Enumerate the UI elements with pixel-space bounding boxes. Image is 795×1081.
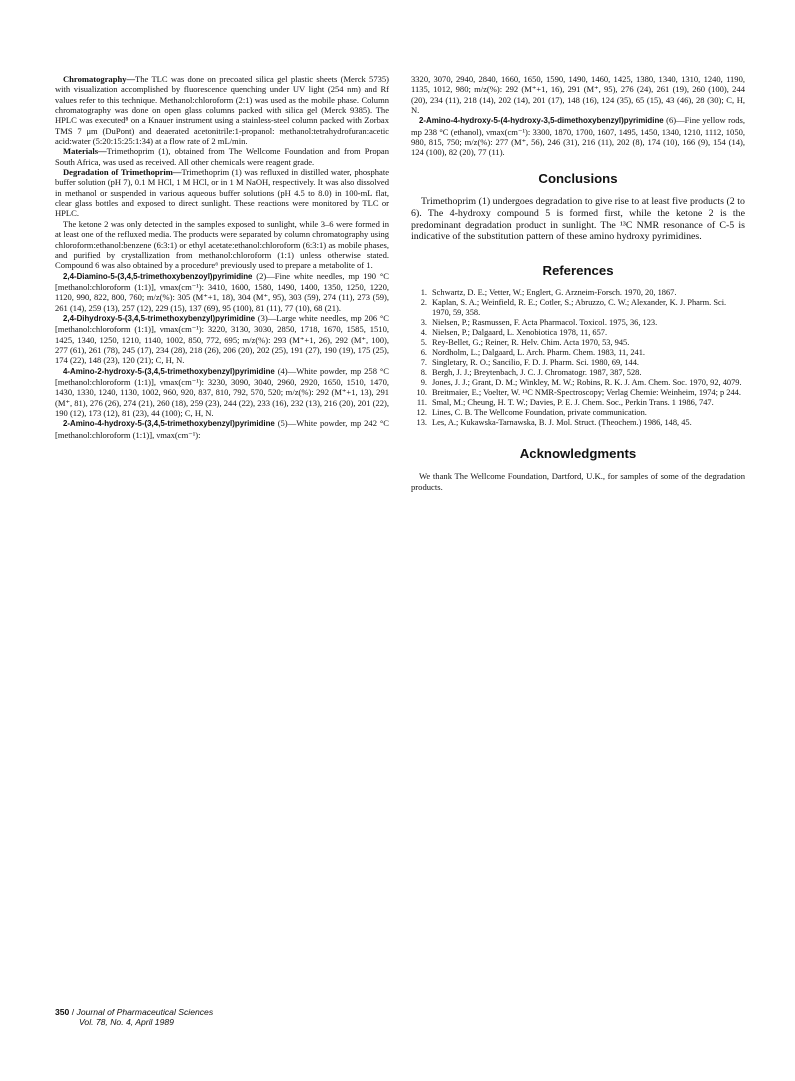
compound-name: 2,4-Dihydroxy-5-(3,4,5-trimethoxybenzyl)pyrimidine <box>63 313 256 323</box>
reference-number: 2. <box>420 298 427 308</box>
compound-data: (3)—Large white needles, mp 206 °C [methanol:chloroform (1:1)], νmax(cm⁻¹): 3220, 3130, 3030, 2850, 1718, 1670, 1585, 1510, 1425, 1340, 1250, 1210, 1140, 1002, 850, 772, 695; m/z(%): 293 (M⁺+1, 26), 292 (M⁺, 100), 277 (61), 261 (78), 245 (17), 234 (28), 218 (26), 206 (20), 202 (25), 191 (27), 190 (19), 175 (25), 174 (22), 148 (23), 120 (21); C, H, N. <box>55 312 389 366</box>
degradation-paragraph <box>55 167 389 219</box>
acknowledgments-heading: Acknowledgments <box>519 446 637 462</box>
run-in-heading: Chromatography— <box>63 74 136 84</box>
compound-3-paragraph <box>55 313 389 366</box>
reference-text: Nielsen, P.; Dalgaard, L. Xenobiotica 1978, 11, 657. <box>432 328 608 338</box>
reference-text: Schwartz, D. E.; Vetter, W.; Englert, G. Arzneim-Forsch. 1970, 20, 1867. <box>432 288 677 298</box>
reference-item <box>411 418 745 428</box>
reference-item <box>411 368 745 378</box>
compound-5-continued: 3320, 3070, 2940, 2840, 1660, 1650, 1590, 1490, 1460, 1425, 1380, 1340, 1310, 1240, 1190, 1135, 1012, 980; m/z(%): 292 (M⁺+1, 16), 291 (M⁺, 95), 276 (24), 261 (19), 260 (100), 244 (20), 234 (11), 218 (14), 202 (14), 201 (17), 148 (16), 124 (35), 65 (15), 43 (46), 28 (30); C, H, N. <box>411 74 745 116</box>
reference-number: 5. <box>420 338 427 348</box>
reference-item <box>411 338 745 348</box>
reference-text: Smal, M.; Cheung, H. T. W.; Davies, P. E. J. Chem. Soc., Perkin Trans. 1 1986, 747. <box>432 398 714 408</box>
reference-item <box>411 358 745 368</box>
reference-text: Nielsen, P.; Rasmussen, F. Acta Pharmacol. Toxicol. 1975, 36, 123. <box>432 318 658 328</box>
left-column <box>55 74 389 440</box>
reference-number: 6. <box>420 348 427 358</box>
reference-text: Les, A.; Kukawska-Tarnawska, B. J. Mol. Struct. (Theochem.) 1986, 148, 45. <box>432 418 692 428</box>
materials-paragraph <box>55 146 389 167</box>
reference-item <box>411 328 745 338</box>
reference-number: 1. <box>420 288 427 298</box>
reference-item <box>411 288 745 298</box>
chromatography-paragraph <box>55 74 389 146</box>
compound-4-paragraph <box>55 366 389 419</box>
compound-name: 2-Amino-4-hydroxy-5-(3,4,5-trimethoxybenzyl)pyrimidine <box>63 419 275 429</box>
paragraph-text: Trimethoprim (1), obtained from The Wellcome Foundation and from Propan South Africa, was used as received. All other chemicals were reagent grade. <box>55 146 389 167</box>
reference-text: Rey-Bellet, G.; Reiner, R. Helv. Chim. Acta 1970, 53, 945. <box>432 338 630 348</box>
compound-5-paragraph <box>55 418 389 440</box>
compound-2-paragraph <box>55 271 389 313</box>
compound-data: (6)—Fine yellow rods, mp 238 °C (ethanol), νmax(cm⁻¹): 3300, 1870, 1700, 1607, 1495, 1450, 1340, 1210, 1112, 1050, 980, 815, 750; m/z(%): 277 (M⁺, 56), 246 (31), 216 (11), 202 (8), 174 (10), 166 (9), 154 (14), 124 (100), 82 (20), 77 (11). <box>411 115 745 158</box>
reference-item <box>411 318 745 328</box>
reference-text: Nordholm, L.; Dalgaard, L. Arch. Pharm. Chem. 1983, 11, 241. <box>432 348 645 358</box>
footer-separator: / <box>69 1007 77 1017</box>
compound-name: 4-Amino-2-hydroxy-5-(3,4,5-trimethoxybenzyl)pyrimidine <box>63 366 275 376</box>
conclusions-paragraph: Trimethoprim (1) undergoes degradation to give rise to at least five products (2 to 6). The 4-hydroxy compound 5 is formed first, while the ketone 2 is the predominant degradation product in sunlight. The ¹³C NMR resonance of C-5 is indicative of the substitution pattern of these amino hydroxy pyrimidines. <box>411 195 745 243</box>
journal-name: Journal of Pharmaceutical Sciences <box>76 1007 214 1017</box>
reference-item <box>411 408 745 418</box>
conclusions-heading: Conclusions <box>538 170 618 186</box>
reference-number: 12. <box>416 408 427 418</box>
page-number: 350 <box>55 1007 70 1017</box>
compound-6-paragraph <box>411 115 745 157</box>
compound-data: (4)—White powder, mp 258 °C [methanol:chloroform (1:1)], νmax(cm⁻¹): 3230, 3090, 3040, 2960, 2920, 1650, 1510, 1470, 1430, 1330, 1240, 1130, 1002, 960, 920, 837, 810, 792, 570, 520; m/z(%): 292 (M⁺+1, 13), 291 (M⁺, 81), 276 (26), 274 (21), 260 (18), 259 (23), 244 (22), 233 (16), 232 (13), 216 (20), 201 (22), 190 (12), 173 (12), 81 (23), 44 (100); C, H, N. <box>55 365 389 418</box>
ketone-paragraph: The ketone 2 was only detected in the samples exposed to sunlight, while 3–6 were formed in at least one of the refluxed media. The products were separated by column chromatography using chloroform:ethanol:benzene (6:3:1) or ethyl acetate:ethanol:chloroform (6:3:1) as mobile phases, and purified by crystallization from methanol:chloroform (1:1) unless otherwise stated. Compound 6 was also obtained by a procedure⁶ previously used to prepare a metabolite of 1. <box>55 218 389 271</box>
compound-name: 2,4-Diamino-5-(3,4,5-trimethoxybenzoyl)pyrimidine <box>63 271 253 281</box>
reference-text: Bergh, J. J.; Breytenbach, J. C. J. Chromatogr. 1987, 387, 528. <box>432 368 642 378</box>
reference-number: 11. <box>416 398 427 408</box>
reference-number: 8. <box>420 368 427 378</box>
reference-item <box>411 398 745 408</box>
reference-number: 4. <box>420 328 427 338</box>
paragraph-text: The TLC was done on precoated silica gel plastic sheets (Merck 5735) with visualization accomplished by fluorescence quenching under UV light (254 nm) and Rf values refer to this technique. Methanol:chloroform (2:1) was used as the mobile phase. Column chromatography was done on open glass columns packed with silica gel (Merck 9385). The HPLC was executed⁸ on a Knauer instrument using a stainless-steel column packed with Zorbax TMS 7 μm (DuPont) and deaerated acetonitrile:1-propanol: methanol:tetrahydrofuran:acetic acid:water (5:20:15:25:1:34) at a flow rate of 2 mL/min. <box>55 74 389 147</box>
compound-name: 2-Amino-4-hydroxy-5-(4-hydroxy-3,5-dimethoxybenzyl)pyrimidine <box>419 116 664 126</box>
compound-data: (2)—Fine white needles, mp 190 °C [methanol:chloroform (1:1)], νmax(cm⁻¹): 3410, 1600, 1580, 1490, 1400, 1350, 1250, 1220, 1120, 990, 822, 800, 760; m/z(%): 305 (M⁺+1, 18), 304 (M⁺, 95), 303 (59), 274 (11), 273 (59), 261 (14), 259 (13), 257 (12), 229 (15), 137 (69), 95 (100), 81 (11), 77 (10), 68 (21). <box>55 270 389 313</box>
page-footer <box>55 1007 213 1028</box>
references-heading: References <box>542 263 614 279</box>
reference-item <box>411 348 745 358</box>
reference-text: Jones, J. J.; Grant, D. M.; Winkley, M. W.; Robins, R. K. J. Am. Chem. Soc. 1970, 92, 4079. <box>432 378 742 388</box>
reference-item <box>411 298 745 318</box>
paragraph-text: Trimethoprim (1) was refluxed in distilled water, phosphate buffer solution (pH 7), 0.1 M HCl, 1 M HCl, or in 1 M NaOH, respectively. It was also dissolved in methanol or suspended in various aqueous buffer solutions (pH 4.5 to 8.0) in 100-mL flat, clear glass bottles and exposed to direct sunlight. These reactions were monitored by TLC or HPLC. <box>55 167 389 219</box>
reference-number: 3. <box>420 318 427 328</box>
run-in-heading: Materials— <box>63 146 107 157</box>
references-list <box>411 288 745 428</box>
reference-number: 9. <box>420 378 427 388</box>
right-column <box>411 74 745 492</box>
reference-text: Lines, C. B. The Wellcome Foundation, private communication. <box>432 408 647 418</box>
reference-text: Kaplan, S. A.; Weinfield, R. E.; Cotler, S.; Abruzzo, C. W.; Alexander, K. J. Pharm. Sci. 1970, 59, 358. <box>432 298 727 318</box>
reference-item <box>411 378 745 388</box>
run-in-heading: Degradation of Trimethoprim— <box>63 167 182 178</box>
reference-text: Singletary, R. O.; Sancilio, F. D. J. Pharm. Sci. 1980, 69, 144. <box>432 358 639 368</box>
reference-number: 10. <box>416 388 427 398</box>
reference-number: 7. <box>420 358 427 368</box>
journal-volume: Vol. 78, No. 4, April 1989 <box>79 1017 174 1028</box>
compound-data: (5)—White powder, mp 242 °C [methanol:chloroform (1:1)], νmax(cm⁻¹): <box>55 418 389 440</box>
reference-text: Breitmaier, E.; Voelter, W. ¹³C NMR-Spectroscopy; Verlag Chemie: Weinheim, 1974; p 244. <box>432 388 741 398</box>
reference-number: 13. <box>416 418 427 428</box>
reference-item <box>411 388 745 398</box>
acknowledgments-paragraph: We thank The Wellcome Foundation, Dartford, U.K., for samples of some of the degradation products. <box>411 471 745 492</box>
